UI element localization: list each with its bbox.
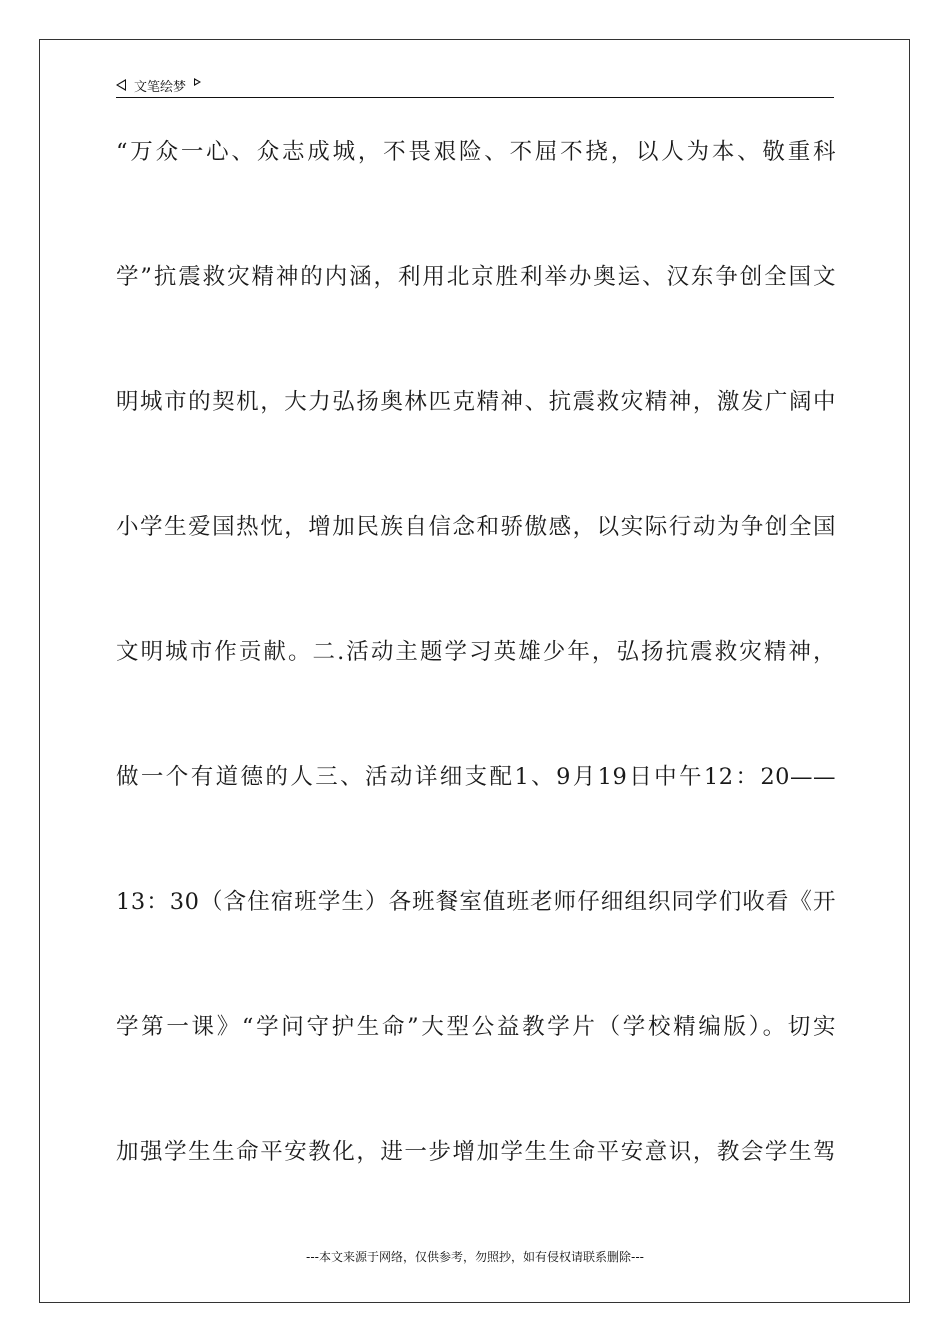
- footer-notice: ---本文来源于网络，仅供参考，勿照抄，如有侵权请联系删除---: [306, 1250, 644, 1264]
- text-line: 加强学生生命平安教化，进一步增加学生生命平安意识，教会学生驾: [116, 1139, 836, 1165]
- header-title: 文笔绘梦: [134, 79, 187, 95]
- text-line: 学第一课》“学问守护生命”大型公益教学片（学校精编版）。切实: [116, 1014, 836, 1040]
- left-triangle-icon: [116, 79, 126, 91]
- text-line: 明城市的契机，大力弘扬奥林匹克精神、抗震救灾精神，激发广阔中: [116, 389, 836, 415]
- header-divider: [116, 97, 834, 98]
- text-line: 文明城市作贡献。二.活动主题学习英雄少年，弘扬抗震救灾精神，: [116, 639, 836, 665]
- page-header: [116, 74, 834, 96]
- text-line: 小学生爱国热忱，增加民族自信念和骄傲感，以实际行动为争创全国: [116, 514, 836, 540]
- text-line: 做一个有道德的人三、活动详细支配1、9月19日中午12：20——: [116, 764, 836, 790]
- text-line: 13：30（含住宿班学生）各班餐室值班老师仔细组织同学们收看《开: [116, 889, 836, 915]
- document-body: [116, 130, 836, 1255]
- text-line: “万众一心、众志成城，不畏艰险、不屈不挠，以人为本、敬重科: [116, 139, 836, 165]
- right-triangle-icon: [194, 78, 201, 86]
- text-line: 学”抗震救灾精神的内涵，利用北京胜利举办奥运、汉东争创全国文: [116, 264, 836, 290]
